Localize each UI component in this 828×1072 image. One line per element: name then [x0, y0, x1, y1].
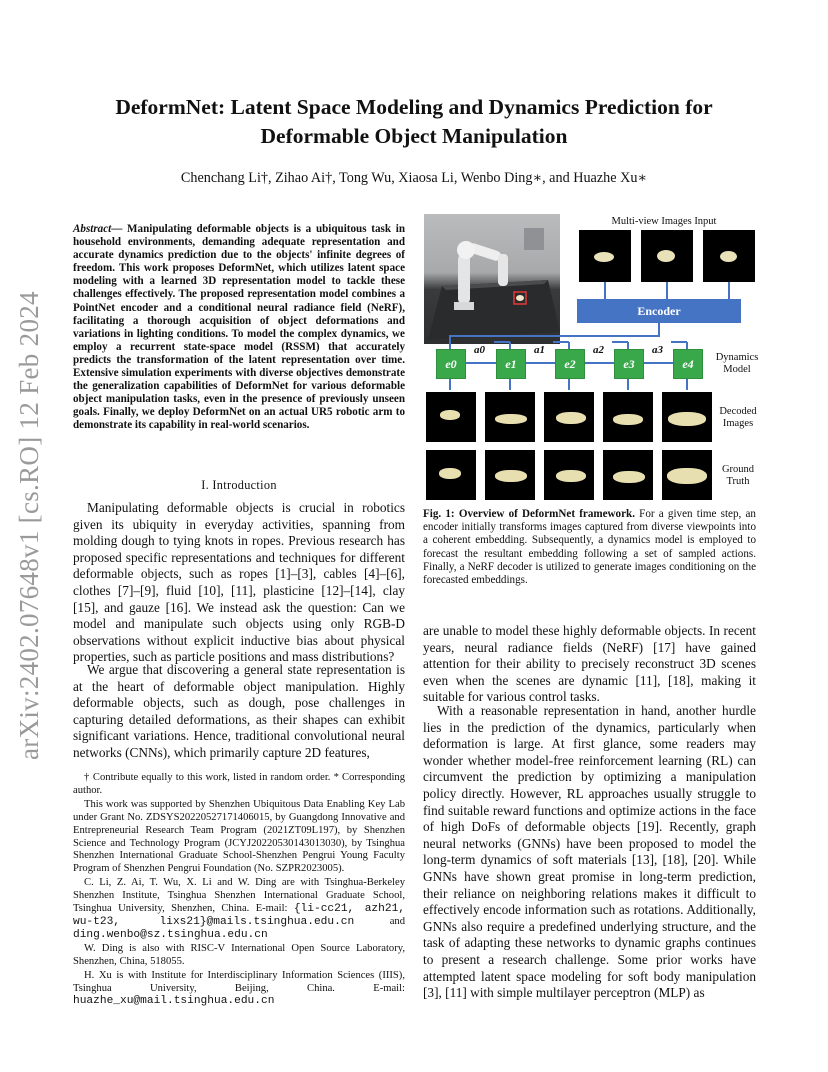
action-a2: a2: [593, 344, 604, 356]
abstract-text: — Manipulating deformable objects is a ubiquitous task in household environments, demanding adequate representation and accurate dynamics prediction due to the objects' infinite degrees of freedom. This work proposes DeformNet, which utilizes latent space modeling with a learned 3D representation model to tackle these challenges effectively. The proposed representation model combines a PointNet encoder and a conditional neural radiance field (NeRF), facilitating a thorough acquisition of object deformations and variations in lighting conditions. To model the complex dynamics, we employ a recurrent state-space model (RSSM) that accurately predicts the transformation of the latent representation over time. Extensive simulation experiments with diverse objectives demonstrate the generalization capabilities of DeformNet for various deformable object manipulation tasks, even in the presence of previously unseen goals. Finally, we deploy DeformNet on an actual UR5 robotic arm to demonstrate its capability in real-world scenarios.: [73, 223, 405, 432]
figure-caption-text: For a given time step, an encoder initially transforms images captured from diverse viewpoints into a coherent embedding. Subsequently, a dynamics model is employed to forecast the resultant embedding following a set of sampled actions. Finally, a NeRF decoder is utilized to generate images conditioning on the forecasted embeddings.: [423, 508, 756, 587]
figure-caption: [423, 508, 756, 587]
action-a0: a0: [474, 344, 485, 356]
ground-truth-label: Ground Truth: [721, 464, 755, 487]
paper-title: DeformNet: Latent Space Modeling and Dynamics Prediction for Deformable Object Manipulation: [115, 95, 713, 148]
encoder-block: Encoder: [577, 299, 741, 323]
multiview-input-label: Multi-view Images Input: [611, 216, 717, 227]
decoded-images-label: Decoded Images: [719, 406, 757, 429]
footnote-xu-text: H. Xu is with Institute for Interdisciplinary Information Sciences (IIIS), Tsinghua University, Beijing, China. E-mail:: [73, 969, 405, 994]
intro-paragraph-1: Manipulating deformable objects is crucial in robotics given its ubiquity in everyday activities, spanning from molding dough to tying knots in ropes. Previous research has proposed specific representations and techniques for different deformable objects, such as ropes [1]–[3], cables [4]–[6], clothes [7]–[9], fluid [10], [11], plasticine [12]–[14], clay [15], and gauze [16]. We instead ask the question: Can we model and manipulate such objects using only RGB-D observations without explicit inductive bias about physical properties, such as particle positions and mass distributions?: [73, 500, 405, 665]
abstract: [73, 223, 405, 433]
decoded-image-3: [603, 392, 653, 442]
footnote-affiliation-1: [73, 877, 405, 942]
arxiv-identifier: arXiv:2402.07648v1 [cs.RO] 12 Feb 2024: [14, 291, 44, 760]
ground-truth-image-1: [485, 450, 535, 500]
latent-e2: e2: [555, 349, 585, 379]
footnote-funding: This work was supported by Shenzhen Ubiquitous Data Enabling Key Lab under Grant No. ZDSYS20220527171406015, by Guangdong Innovative and Entrepreneurial Research Team Program (2021ZT09L197), by Shenzhen Science and Technology Program (JCYJ20220530143013030), by Tsinghua Shenzhen International Graduate School-Shenzhen Pengrui Young Faculty Program of Shenzhen Pengrui Foundation (No. SZPR2023005).: [73, 798, 405, 875]
decoded-image-2: [544, 392, 594, 442]
footnote-affiliation-text: C. Li, Z. Ai, T. Wu, X. Li and W. Ding are with Tsinghua-Berkeley Shenzhen Institute, Tsinghua Shenzhen International Graduate School, Tsinghua University, Shenzhen, China. E-mail:: [73, 877, 405, 915]
abstract-label: Abstract: [73, 223, 112, 235]
right-paragraph-1: are unable to model these highly deformable objects. In recent years, neural radiance fields (NeRF) [17] have gained attention for their ability to precisely reconstruct 3D scenes even when the scenes are dynamic [11], [18], making it suitable for various control tasks.: [423, 623, 756, 705]
ground-truth-image-3: [603, 450, 653, 500]
latent-e0: e0: [436, 349, 466, 379]
ground-truth-image-4: [662, 450, 712, 500]
latent-e1: e1: [496, 349, 526, 379]
action-a3: a3: [652, 344, 663, 356]
footnote-and-text: and: [354, 915, 405, 927]
email-link-ding[interactable]: ding.wenbo@sz.tsinghua.edu.cn: [73, 928, 268, 941]
email-link-xu[interactable]: huazhe_xu@mail.tsinghua.edu.cn: [73, 995, 275, 1008]
intro-paragraph-2: We argue that discovering a general state representation is at the heart of deformable object manipulation. Highly deformable objects, such as dough, pose challenges in capturing detailed deformations, as their shapes can exhibit significant variations. Hence, traditional convolutional neural networks (CNNs), which primarily capture 2D features,: [73, 662, 405, 760]
right-paragraph-2: With a reasonable representation in hand, another hurdle lies in the prediction of the dynamics, particularly when deformation is large. At first glance, some readers may wonder whether model-free reinforcement learning (RL) can circumvent the prediction by optimizing a manipulation policy directly. However, RL approaches usually struggle to find suitable reward functions and optimize actions in the face of high DoFs of deformable objects [19]. Recently, graph neural networks (GNNs) have been proposed to model the long-term dynamics of soft materials [13], [18], [20]. While GNNs have shown great promise in long-term prediction, their reliance on neighboring relations makes it difficult to effectively encode information such as rotations. Additionally, GNNs also require a predefined underlying structure, and the task of adapting these networks to dynamic graphs continues to present a research challenge. Some prior works have attempted latent space modeling for soft body manipulation [3], [11] with simple multilayer perceptron (MLP) as: [423, 703, 756, 1001]
footnote-affiliation-2: W. Ding is also with RISC-V International Open Source Laboratory, Shenzhen, China, 518055.: [73, 942, 405, 967]
email-list-link[interactable]: {li-cc21, azh21, wu-t23, lixs21}@mails.tsinghua.edu.cn: [73, 903, 405, 928]
figure-caption-label: Fig. 1: Overview of DeformNet framework.: [423, 508, 635, 520]
latent-e4: e4: [673, 349, 703, 379]
ground-truth-image-2: [544, 450, 594, 500]
section-heading-introduction: I. Introduction: [201, 478, 277, 492]
footnotes: [73, 772, 405, 1009]
action-a1: a1: [534, 344, 545, 356]
decoded-image-4: [662, 392, 712, 442]
latent-e3: e3: [614, 349, 644, 379]
decoded-image-1: [485, 392, 535, 442]
figure-overview: [424, 212, 764, 504]
decoded-image-0: [426, 392, 476, 442]
footnote-affiliation-3: [73, 970, 405, 1009]
ground-truth-image-0: [426, 450, 476, 500]
dynamics-model-label: Dynamics Model: [715, 352, 759, 375]
author-list: Chenchang Li†, Zihao Ai†, Tong Wu, Xiaosa Li, Wenbo Ding∗, and Huazhe Xu∗: [180, 170, 648, 186]
footnote-contribution: † Contribute equally to this work, listed in random order. * Corresponding author.: [73, 772, 405, 796]
